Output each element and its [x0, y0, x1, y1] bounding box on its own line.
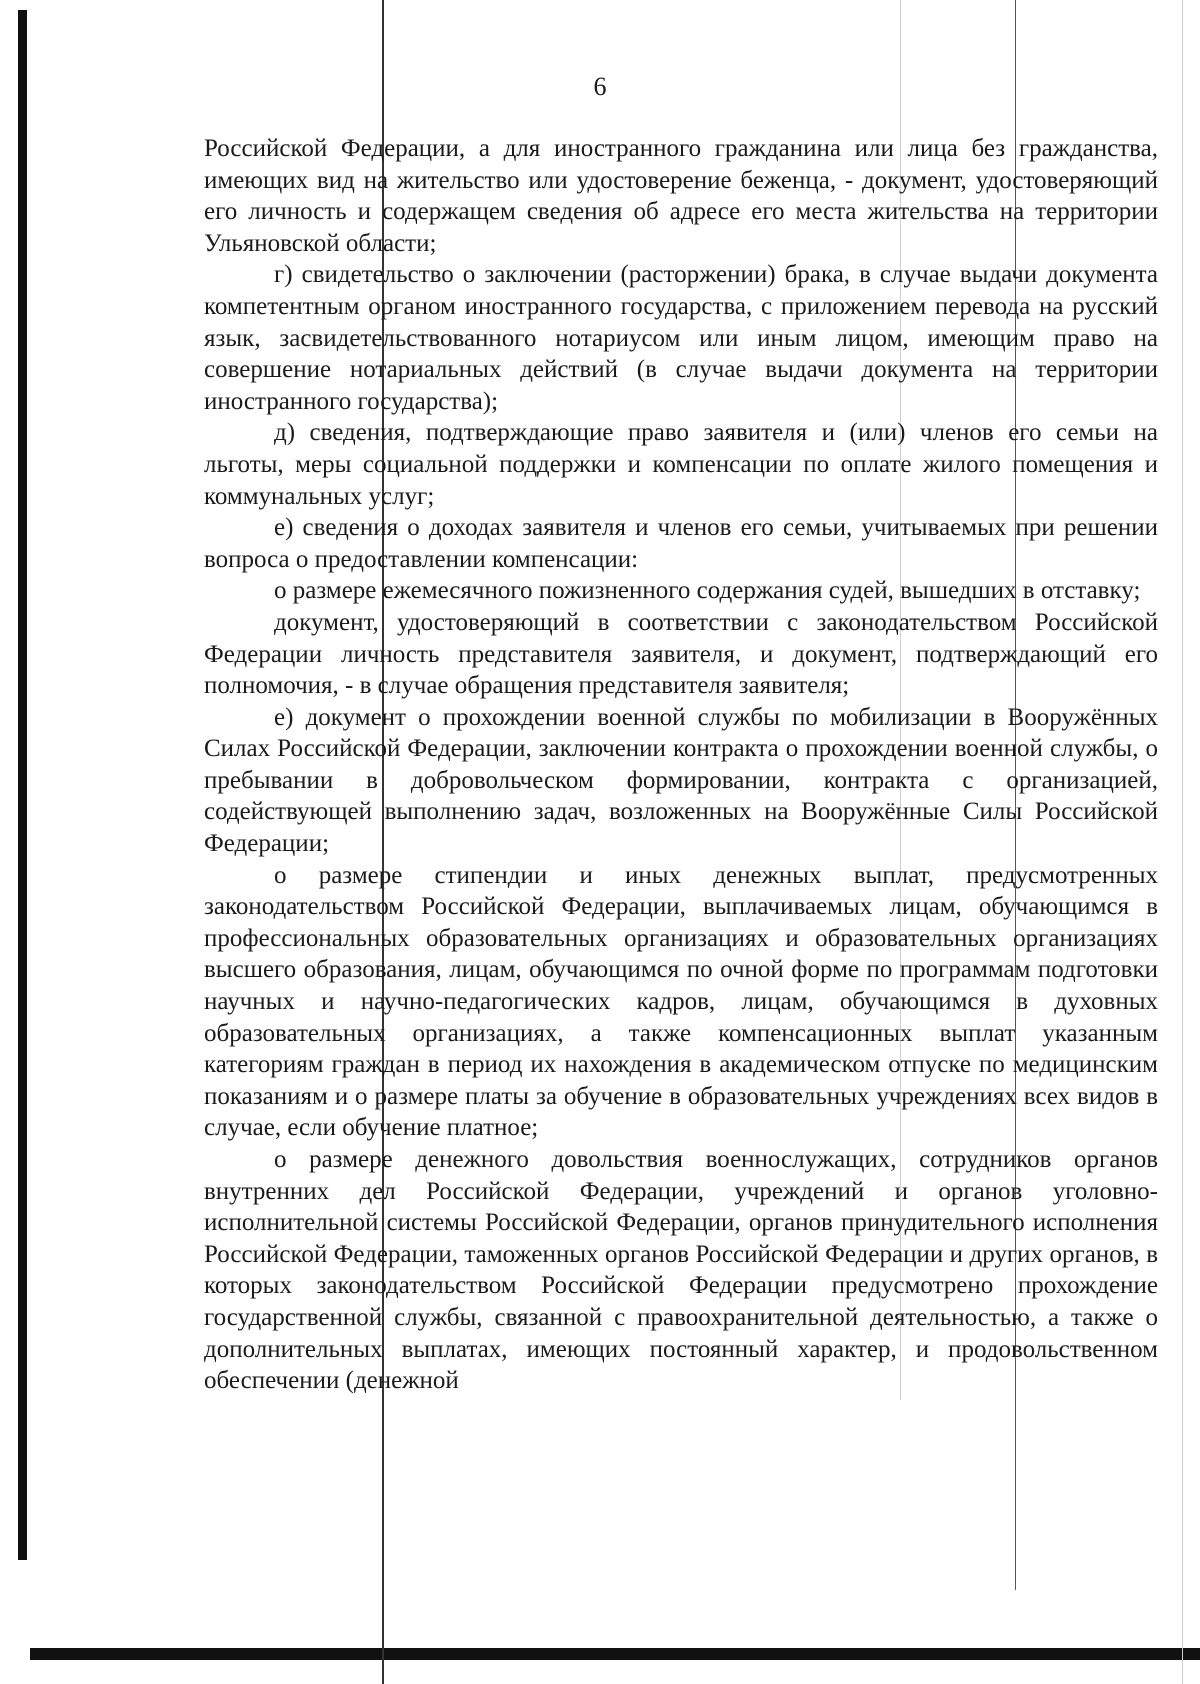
paragraph: е) сведения о доходах заявителя и членов его семьи, учитываемых при решении вопроса о предоставлении компенсации: [204, 514, 1158, 573]
scan-edge-bottom [30, 1648, 1200, 1660]
paragraph: о размере стипендии и иных денежных выплат, предусмотренных законодательством Российской Федерации, выплачиваемых лицам, обучающимся в профессиональных образовательных организациях и образовательных организациях высшего образования, лицам, обучающимся по очной форме по программам подготовки научных и научно-педагогических кадров, лицам, обучающимся в духовных образовательных организациях, а также компенсационных выплат указанным категориям граждан в период их нахождения в академическом отпуске по медицинским показаниям и о размере платы за обучение в образовательных учреждениях всех видов в случае, если обучение платное; [204, 861, 1158, 1142]
paragraph: Российской Федерации, а для иностранного гражданина или лица без гражданства, имеющих вид на жительство или удостоверение беженца, - документ, удостоверяющий его личность и содержащем сведения об адресе его места жительства на территории Ульяновской области; [204, 135, 1158, 257]
paragraph: о размере денежного довольствия военнослужащих, сотрудников органов внутренних дел Российской Федерации, учреждений и органов уголовно-исполнительной системы Российской Федерации, органов принудительного исполнения Российской Федерации, таможенных органов Российской Федерации и других органов, в которых законодательством Российской Федерации предусмотрено прохождение государственной службы, связанной с правоохранительной деятельностью, а также о дополнительных выплатах, имеющих постоянный характер, и продовольственном обеспечении (денежной [204, 1146, 1158, 1395]
page-number: 6 [593, 72, 607, 101]
fold-line [1182, 0, 1183, 1684]
scan-edge-left [18, 10, 27, 1560]
paragraph: документ, удостоверяющий в соответствии с законодательством Российской Федерации личность представителя заявителя, и документ, подтверждающий его полномочия, - в случае обращения представителя заявителя; [204, 608, 1158, 700]
paragraph: о размере ежемесячного пожизненного содержания судей, вышедших в отставку; [274, 577, 1141, 605]
paragraph: г) свидетельство о заключении (расторжении) брака, в случае выдачи документа компетентным органом иностранного государства, с приложением перевода на русский язык, засвидетельствованного нотариусом или иным лицом, имеющим право на совершение нотариальных действий (в случае выдачи документа на территории иностранного государства); [204, 261, 1158, 415]
document-body [204, 133, 1158, 1397]
paragraph: е) документ о прохождении военной службы по мобилизации в Вооружённых Силах Российской Федерации, заключении контракта о прохождении военной службы, о пребывании в добровольческом формировании, контракта с организацией, содействующей выполнению задач, возложенных на Вооружённые Силы Российской Федерации; [204, 703, 1158, 858]
paragraph: д) сведения, подтверждающие право заявителя и (или) членов его семьи на льготы, меры социальной поддержки и компенсации по оплате жилого помещения и коммунальных услуг; [204, 419, 1158, 510]
